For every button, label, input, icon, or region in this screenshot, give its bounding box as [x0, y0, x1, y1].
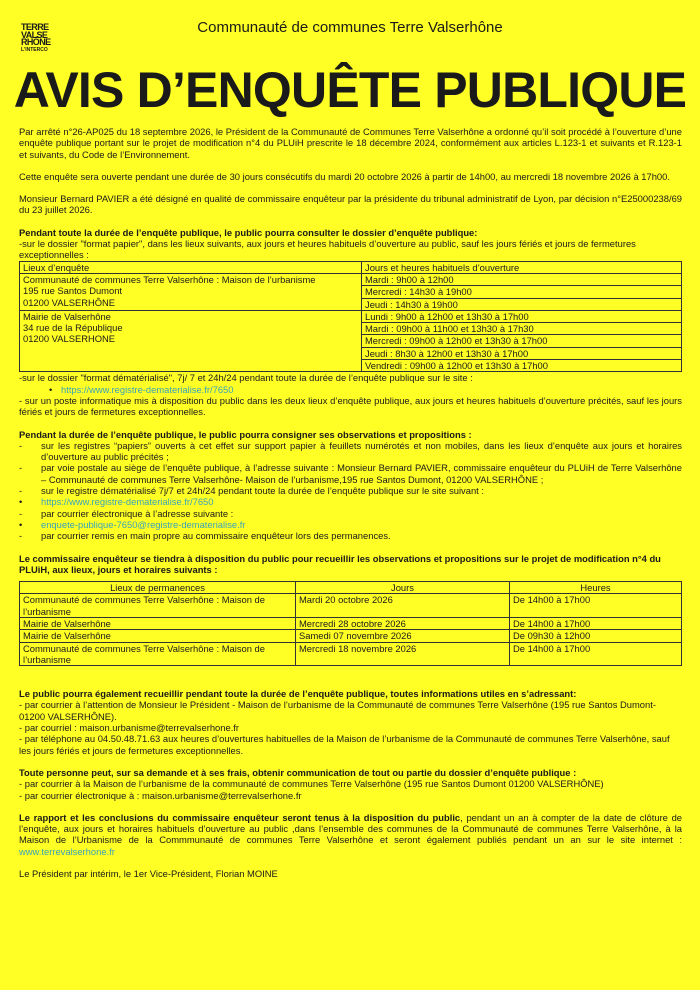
table-header-cell: Jours [296, 582, 510, 594]
consult-computer: - sur un poste informatique mis à disposition du public dans les deux lieux d’enquête publique, aux jours et heures habituels d’ouverture précités, sauf les jours fériés et jours de fermetures exceptionnelles. [19, 394, 682, 418]
logo-line-3: RHÔNE [21, 37, 51, 47]
table-header-cell: Lieux de permanences [20, 582, 296, 594]
bullet-icon: • [19, 518, 23, 530]
place-cell: Mairie de Valserhône [20, 617, 296, 629]
place-line: 01200 VALSERHÔNE [23, 296, 116, 308]
copy-line: - par courrier à la Maison de l’urbanisme de la communauté de communes Terre Valserhône (195 rue Santos Dumont 01200 VALSERHÔNE) [19, 778, 604, 790]
list-item [19, 519, 682, 530]
list-item [19, 508, 682, 519]
table-row [20, 594, 682, 618]
logo-tagline: L'INTERCO [21, 46, 48, 53]
place-cell: Communauté de communes Terre Valserhône : Maison de l’urbanisme [20, 594, 296, 618]
list-item [19, 496, 682, 507]
paragraph-arrete: Par arrêté n°26-AP025 du 18 septembre 2026, le Président de la Communauté de Communes Terre Valserhône a ordonné qu’il soit procédé à l’ouverture d’une enquête publique portant sur le projet de modification n°4 du PLUiH prescrite le 18 décembre 2024, conformément aux articles L.123-1 et suivants et R.123-1 et suivants, du Code de l’Environnement. [19, 126, 682, 160]
hours-line: Jeudi : 8h30 à 12h00 et 13h30 à 17h00 [362, 348, 681, 360]
table-row [20, 273, 682, 310]
list-item [19, 462, 682, 485]
permanences-heading: Le commissaire enquêteur se tiendra à disposition du public pour recueillir les observations et propositions sur le projet de modification n°4 du PLUiH, aux lieux, jours et horaires suivants : [19, 552, 661, 575]
consult-heading: Pendant toute la durée de l’enquête publique, le public pourra consulter le dossier d’enquête publique: [19, 226, 478, 238]
hours-cell: De 14h00 à 17h00 [510, 594, 682, 618]
table-header-cell: Lieux d’enquête [20, 261, 362, 273]
consult-table [19, 261, 682, 373]
table-header-cell: Heures [510, 582, 682, 594]
paragraph-duration: Cette enquête sera ouverte pendant une durée de 30 jours consécutifs du mardi 20 octobre 2026 à partir de 14h00, au mercredi 18 novembre 2026 à 17h00. [19, 170, 670, 182]
logo-line-1: TERRE [21, 22, 49, 32]
hours-line: Mardi : 09h00 à 11h00 et 13h30 à 17h30 [362, 323, 681, 335]
report-bold: Le rapport et les conclusions du commissaire enquêteur seront tenus à la disposition du public [19, 811, 461, 823]
place-cell [20, 310, 362, 371]
consult-digital: -sur le dossier "format dématérialisé", 7j/ 7 et 24h/24 pendant toute la durée de l’enquête publique sur le site : [19, 372, 473, 384]
logo-line-2: VALSE [21, 29, 48, 40]
dash-icon: - [19, 530, 23, 542]
day-cell: Mercredi 28 octobre 2026 [296, 617, 510, 629]
day-cell: Samedi 07 novembre 2026 [296, 630, 510, 642]
signature: Le Président par intérim, le 1er Vice-Président, Florian MOINE [19, 868, 278, 880]
list-item-text: par courrier électronique à l’adresse suivante : [41, 507, 234, 519]
permanences-table [19, 581, 682, 666]
consult-intro: -sur le dossier "format papier", dans les lieux suivants, aux jours et heures habituels d’ouverture au public, sauf les jours fériés et jours de fermetures exceptionnelles : [19, 238, 636, 261]
list-item [19, 384, 682, 395]
table-row [20, 642, 682, 666]
table-header-row [20, 261, 682, 273]
hours-cell: De 09h30 à 12h00 [510, 630, 682, 642]
table-row [20, 310, 682, 371]
website-link[interactable]: www.terrevalserhone.fr [19, 845, 115, 857]
hours-line: Mercredi : 14h30 à 19h00 [362, 286, 681, 298]
hours-cell [362, 273, 682, 310]
place-cell: Communauté de communes Terre Valserhône : Maison de l’urbanisme [20, 642, 296, 666]
place-line: Communauté de communes Terre Valserhône : Maison de l’urbanisme [23, 273, 316, 285]
copy-line: - par courrier électronique à : maison.urbanisme@terrevalserhone.fr [19, 789, 302, 801]
bullet-icon: • [19, 496, 23, 508]
place-line: Mairie de Valserhône [23, 310, 111, 322]
list-item-text: sur les registres “papiers” ouverts à cet effet sur support papier à feuillets numérotés et non mobiles, dans les lieux d’enquête aux jours et horaires d’ouverture au public précités ; [41, 439, 682, 463]
hours-line: Jeudi : 14h30 à 19h00 [365, 298, 458, 310]
copy-heading: Toute personne peut, sur sa demande et à ses frais, obtenir communication de tout ou partie du dossier d’enquête publique : [19, 766, 577, 778]
day-cell: Mercredi 18 novembre 2026 [296, 642, 510, 666]
list-item [19, 440, 682, 463]
info-line: - par courrier à l’attention de Monsieur le Président - Maison de l’urbanisme de la Communauté de communes Terre Valserhône (195 rue Santos Dumont- 01200 VALSERHÔNE). [19, 699, 656, 722]
notice-body [19, 126, 682, 879]
observations-heading: Pendant la durée de l’enquête publique, le public pourra consigner ses observations et propositions : [19, 428, 472, 440]
place-cell [20, 273, 362, 310]
observations-list [19, 440, 682, 542]
hours-line: Mardi : 9h00 à 12h00 [362, 274, 681, 286]
dash-icon: - [19, 507, 23, 519]
place-line: 01200 VALSERHONE [23, 333, 116, 345]
list-item [19, 485, 682, 496]
info-heading: Le public pourra également recueillir pendant toute la durée de l’enquête publique, toutes informations utiles en s’adressant: [19, 688, 577, 700]
table-row [20, 617, 682, 629]
table-row [20, 630, 682, 642]
place-cell: Mairie de Valserhône [20, 630, 296, 642]
list-item [19, 530, 682, 541]
hours-cell: De 14h00 à 17h00 [510, 617, 682, 629]
email-link[interactable]: enquete-publique-7650@registre-dematerialise.fr [41, 518, 246, 530]
header-title: Communauté de communes Terre Valserhône [197, 19, 503, 36]
page-title: AVIS D’ENQUÊTE PUBLIQUE [13, 62, 687, 118]
list-item-text: par courrier remis en main propre au commissaire enquêteur lors des permanences. [41, 530, 391, 542]
registre-link[interactable]: https://www.registre-dematerialise.fr/7650 [61, 383, 234, 395]
hours-line: Vendredi : 09h00 à 12h00 et 13h30 à 17h00 [365, 360, 548, 372]
dash-icon: - [19, 462, 23, 474]
table-header-cell: Jours et heures habituels d’ouverture [362, 261, 682, 273]
table-header-row [20, 582, 682, 594]
hours-cell [362, 310, 682, 371]
place-line: 34 rue de la République [23, 322, 123, 334]
dash-icon: - [19, 485, 23, 497]
hours-line: Mercredi : 09h00 à 12h00 et 13h30 à 17h00 [362, 335, 681, 347]
place-line: 195 rue Santos Dumont [23, 285, 123, 297]
dash-icon: - [19, 439, 23, 451]
list-item-text: sur le registre dématérialisé 7j/7 et 24h/24 pendant toute la durée de l’enquête publique sur le site suivant : [41, 485, 484, 497]
hours-cell: De 14h00 à 17h00 [510, 642, 682, 666]
registre-link[interactable]: https://www.registre-dematerialise.fr/7650 [41, 496, 214, 508]
info-line: - par courriel : maison.urbanisme@terrevalserhone.fr [19, 722, 240, 734]
info-line: - par téléphone au 04.50.48.71.63 aux heures d’ouvertures habituelles de la Maison de l’urbanisme de la Communauté de communes Terre Valserhône, sauf les jours fériés et jours de fermetures exceptionnelles. [19, 733, 670, 756]
report-paragraph [19, 812, 682, 857]
paragraph-commissioner: Monsieur Bernard PAVIER a été désigné en qualité de commissaire enquêteur par la présidente du tribunal administratif de Lyon, par décision n°E25000238/69 du 23 juillet 2026. [19, 193, 682, 216]
report-text: , pendant un an à compter de la date de clôture de l’enquête, aux jours et horaires habituels d’ouverture au public ,dans l’ensemble des communes de la Communauté de communes Terre Valserhône, à la Maison de l’Urbanisme de la Commmunauté de communes Terre Valserhône et seront également publiés pendant un an sur le site internet : [19, 811, 683, 846]
list-item-text: par voie postale au siège de l’enquête publique, à l’adresse suivante : Monsieur Bernard PAVIER, commissaire enquêteur du PLUiH de Terre Valserhône – Communauté de communes Terre Valserhône- Maison de l’urbanisme,195 rue Santos Dumont, 01200 VALSERHÔNE ; [41, 462, 682, 485]
bullet-icon: • [49, 383, 53, 395]
day-cell: Mardi 20 octobre 2026 [296, 594, 510, 618]
hours-line: Lundi : 9h00 à 12h00 et 13h30 à 17h00 [362, 311, 681, 323]
